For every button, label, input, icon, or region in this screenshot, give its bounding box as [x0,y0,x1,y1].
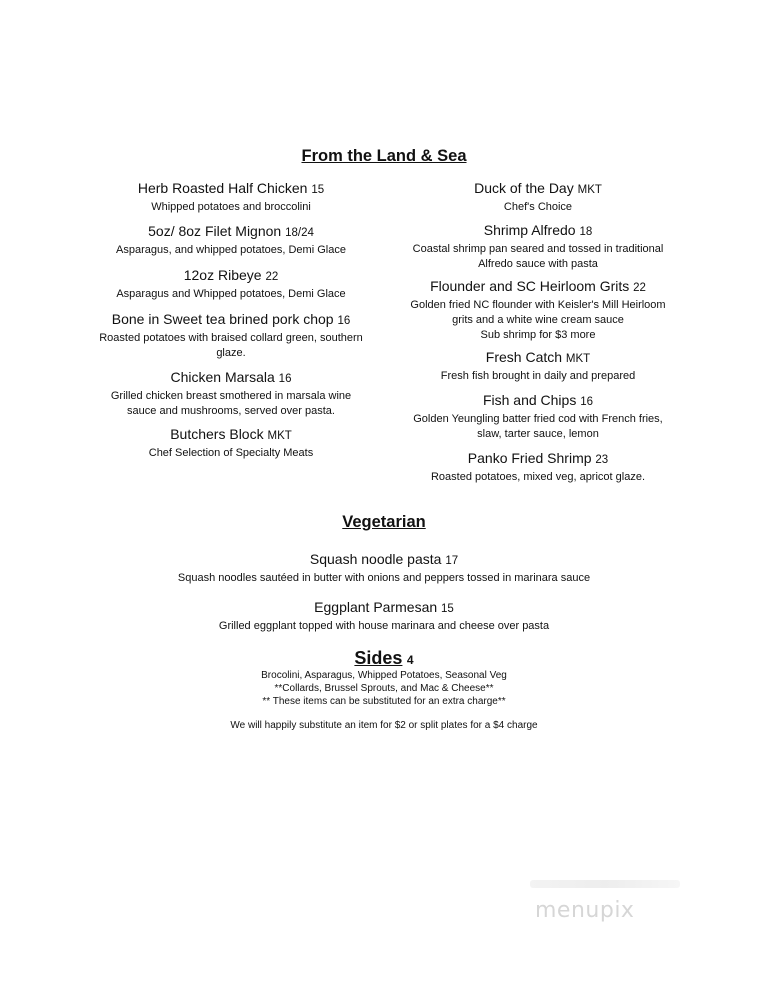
item-desc: Sub shrimp for $3 more [480,329,596,341]
item-desc: Golden fried NC flounder with Keisler's Mill Heirloom [410,299,666,311]
item-desc: Grilled chicken breast smothered in marsala wine [110,390,352,402]
item-desc: Squash noodles sautéed in butter with onions and peppers tossed in marinara sauce [177,572,591,584]
menu-item [392,180,684,214]
sides-line: **Collards, Brussel Sprouts, and Mac & Cheese** [274,683,494,694]
item-desc: Roasted potatoes, mixed veg, apricot glaze. [430,471,645,483]
menu-item [88,223,374,257]
item-desc: Asparagus and Whipped potatoes, Demi Glace [116,288,346,300]
item-name: Squash noodle pasta [309,551,442,567]
sides-line: Brocolini, Asparagus, Whipped Potatoes, Seasonal Veg [261,670,507,681]
item-name: Bone in Sweet tea brined pork chop [111,311,334,327]
item-price: 23 [595,454,609,466]
item-desc: sauce and mushrooms, served over pasta. [127,405,335,417]
section-title-sides: Sides [354,648,403,668]
item-name: Fish and Chips [482,392,577,408]
menu-item [392,278,684,342]
sides-price: 4 [406,653,414,667]
item-price: 17 [445,555,459,567]
menupix-watermark-logo: menupix [535,898,635,923]
item-desc: Roasted potatoes with braised collard green, southern [99,332,363,344]
item-price: 22 [633,282,646,294]
item-name: Chicken Marsala [170,369,275,385]
item-name: Eggplant Parmesan [314,599,438,615]
sides-line: ** These items can be substituted for an extra charge** [262,696,506,707]
menu-item [88,426,374,460]
menu-item [392,349,684,383]
menu-item [0,551,768,585]
menu-item [88,311,374,360]
watermark-faint-band [530,880,680,888]
item-name: 5oz/ 8oz Filet Mignon [148,223,282,239]
item-price: 16 [278,373,292,385]
item-name: Flounder and SC Heirloom Grits [430,278,630,294]
item-desc: Alfredo sauce with pasta [478,258,598,270]
item-name: Herb Roasted Half Chicken [137,180,308,196]
menu-item [88,369,374,418]
item-desc: Grilled eggplant topped with house marinara and cheese over pasta [218,620,550,632]
item-name: Duck of the Day [474,180,574,196]
item-price: 16 [337,315,351,327]
item-price: 16 [580,396,594,408]
sides-heading [0,648,768,669]
menu-item [0,599,768,633]
item-name: Butchers Block [170,426,264,442]
menu-item [392,392,684,441]
item-price: 15 [311,184,325,196]
substitution-note-text: We will happily substitute an item for $2 or split plates for a $4 charge [230,720,538,731]
item-name: Panko Fried Shrimp [467,450,592,466]
item-price: 15 [441,603,454,615]
substitution-note [0,719,768,732]
item-desc: glaze. [216,347,246,359]
section-title-land-sea: From the Land & Sea [301,147,467,165]
item-price: 18 [579,226,593,238]
item-price: 18/24 [285,227,314,239]
item-name: 12oz Ribeye [183,267,262,283]
menu-item [392,450,684,484]
item-name: Fresh Catch [485,349,563,365]
item-price: MKT [565,353,591,365]
item-desc: slaw, tarter sauce, lemon [477,428,599,440]
item-desc: Chef Selection of Specialty Meats [148,447,314,459]
item-desc: Coastal shrimp pan seared and tossed in traditional [412,243,664,255]
sides-list [0,669,768,708]
item-desc: Asparagus, and whipped potatoes, Demi Glace [116,244,346,256]
item-desc: Chef's Choice [503,201,573,213]
menu-item [392,222,684,271]
item-desc: Fresh fish brought in daily and prepared [440,370,636,382]
item-name: Shrimp Alfredo [483,222,576,238]
menu-item [88,180,374,214]
item-desc: Golden Yeungling batter fried cod with French fries, [413,413,663,425]
item-price: 22 [265,271,279,283]
item-desc: grits and a white wine cream sauce [452,314,624,326]
item-price: MKT [577,184,602,196]
menu-item [88,267,374,301]
section-title-vegetarian: Vegetarian [342,513,426,531]
item-desc: Whipped potatoes and broccolini [151,201,311,213]
item-price: MKT [267,430,292,442]
